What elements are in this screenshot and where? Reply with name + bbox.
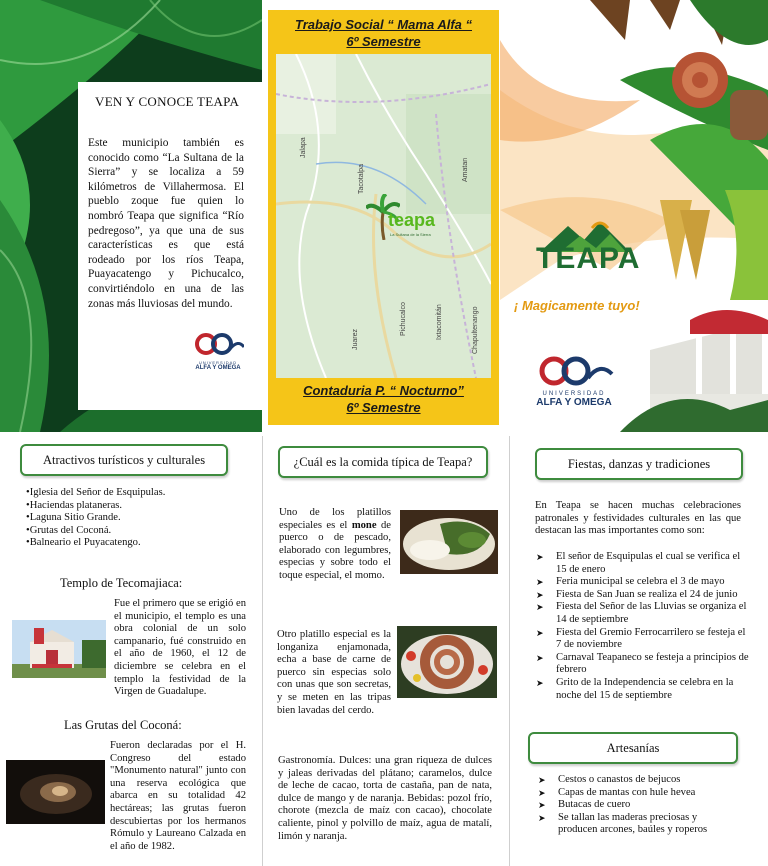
map-footer-line2: 6º Semestre bbox=[346, 400, 421, 415]
attraction-item: •Balneario el Puyacatengo. bbox=[26, 537, 141, 549]
map-label-ixtacomitan: Ixtacomitán bbox=[436, 304, 443, 340]
logo-name-text: ALFA Y OMEGA bbox=[195, 365, 241, 371]
festivity-item: ➤ Fiesta del Gremio Ferrocarrilero se festeja el 7 de noviembre bbox=[536, 627, 750, 652]
marker-subtitle: La Sultana de la Sierra bbox=[390, 232, 431, 237]
map-label-pichucalco: Pichucalco bbox=[400, 302, 407, 336]
craft-item: ➤ Se tallan las maderas preciosas y producen arcones, baúles y roperos bbox=[538, 812, 738, 837]
column-divider-1 bbox=[262, 436, 263, 866]
map-label-juarez: Juarez bbox=[352, 328, 359, 350]
alfa-omega-logo-icon bbox=[534, 356, 614, 386]
map-label-jalapa: Jalapa bbox=[300, 137, 307, 158]
university-logo bbox=[192, 333, 244, 371]
teapa-map-marker bbox=[366, 194, 456, 244]
cover-brand-title: TEAPA bbox=[536, 242, 641, 275]
logo-university-text: UNIVERSIDAD bbox=[198, 360, 238, 365]
grutas-text: Fueron declaradas por el H. Congreso del estado "Monumento natural" junto con una reserva ecológica que abarca en su totalidad 42 hectáreas; las grutas fueron descubiertas por los hermanos Rómulo y Laureano Calzada en el año de 1982. bbox=[110, 740, 246, 852]
dish1-text bbox=[279, 507, 391, 583]
map-label-amatan: Amatan bbox=[462, 157, 469, 182]
map-footer-line1: Contaduria P. “ Nocturno” bbox=[303, 383, 464, 398]
column-divider-2 bbox=[509, 436, 510, 866]
craft-item: ➤ Butacas de cuero bbox=[538, 799, 738, 812]
festivity-item: ➤ Feria municipal se celebra el 3 de mayo bbox=[536, 576, 750, 589]
mone-photo bbox=[400, 510, 498, 574]
sausage-plate-icon bbox=[397, 626, 497, 698]
food-plate-icon bbox=[400, 510, 498, 574]
crafts-heading: Artesanías bbox=[528, 732, 738, 764]
map-panel bbox=[268, 10, 499, 425]
cover-logo-name: ALFA Y OMEGA bbox=[536, 397, 612, 408]
festivities-intro: En Teapa se hacen muchas celebraciones patronales y festividades culturales en las que destacan las mas importantes como son: bbox=[535, 500, 741, 537]
intro-text: Este municipio también es conocido como “La Sultana de la Sierra” y se localiza a 59 kilómetros de Villahermosa. El pueblo zoque fue quien lo nombró Teapa que significa “Río pedregoso”, ya que una de sus características es que está rodeado por los ríos Teapa, Puayacatengo y Pichucalco, convirtiéndolo en una de las zonas más lluviosas del mundo. bbox=[88, 137, 244, 310]
longaniza-photo bbox=[397, 626, 497, 698]
dish1-bold-word: mone bbox=[351, 519, 377, 531]
dish1-text-pre: Uno de los platillos especiales es el bbox=[279, 507, 391, 531]
craft-item: ➤ Cestos o canastos de bejucos bbox=[538, 774, 738, 787]
temple-text: Fue el primero que se erigió en el municipio, el templo es una obra colonial de un solo campanario, fué construido en el año de 1960, el 12 de diciembre se celebra en el templo la festividad de la Virgen de Guadalupe. bbox=[114, 598, 246, 698]
festivity-item: ➤ Fiesta del Señor de las Lluvias se organiza el 14 de septiembre bbox=[536, 601, 750, 626]
grutas-photo bbox=[6, 760, 105, 824]
food-heading: ¿Cuál es la comida típica de Teapa? bbox=[278, 446, 488, 478]
cave-icon bbox=[6, 760, 105, 824]
attraction-item: •Grutas del Coconá. bbox=[26, 524, 112, 536]
cover-university-logo bbox=[534, 356, 614, 408]
map-header bbox=[268, 16, 499, 50]
crafts-list bbox=[538, 774, 738, 837]
attraction-item: •Haciendas plataneras. bbox=[26, 499, 123, 511]
festivity-item: ➤ Carnaval Teapaneco se festeja a principios de febrero bbox=[536, 652, 750, 677]
map-image bbox=[276, 54, 491, 378]
cover-slogan: ¡ Magicamente tuyo! bbox=[514, 298, 640, 313]
craft-item: ➤ Capas de mantas con hule hevea bbox=[538, 787, 738, 800]
attractions-heading: Atractivos turísticos y culturales bbox=[20, 444, 228, 476]
attractions-list bbox=[26, 487, 246, 550]
dish1-text-post: de puerco o de pescado, elaborado con legumbres, especias y sobre todo el toque especial, el momo. bbox=[279, 519, 391, 581]
intro-title: VEN Y CONOCE TEAPA bbox=[95, 94, 240, 109]
temple-title: Templo de Tecomajiaca: bbox=[60, 576, 183, 590]
gastronomy-text: Gastronomía. Dulces: una gran riqueza de dulces y jaleas derivadas del plátano; caramelos, dulce de leche de cacao, torta de castaña, pan de nata, dulce de mango y de naranja. Bebidas: pozol frío, chorote (mezcla de maíz con cacao), chocolate caliente, pinol y polvillo de maíz, agua de matalí, limón y naranja. bbox=[278, 755, 492, 842]
cover-panel bbox=[500, 0, 768, 432]
alfa-omega-logo-icon bbox=[192, 333, 244, 355]
temple-photo bbox=[12, 620, 106, 678]
festivity-item: ➤ Grito de la Independencia se celebra en la noche del 15 de septiembre bbox=[536, 677, 750, 702]
festivities-list bbox=[536, 551, 750, 702]
dish2-text: Otro platillo especial es la longaniza enjamonada, echa a base de carne de puerco sin especias solo con unas que son secretas, y se meten en las tripas bien lavadas del cerdo. bbox=[277, 629, 391, 716]
cover-logo-university-text: UNIVERSIDAD bbox=[542, 391, 606, 397]
map-header-line1: Trabajo Social “ Mama Alfa “ bbox=[295, 17, 472, 32]
map-label-chapultenango: Chapultenango bbox=[472, 306, 479, 354]
intro-panel bbox=[0, 0, 262, 432]
attraction-item: •Laguna Sitio Grande. bbox=[26, 512, 121, 524]
map-header-line2: 6º Semestre bbox=[346, 34, 421, 49]
festivity-item: ➤ Fiesta de San Juan se realiza el 24 de junio bbox=[536, 589, 750, 602]
church-icon bbox=[12, 620, 106, 678]
grutas-title: Las Grutas del Coconá: bbox=[64, 718, 182, 732]
festivities-heading: Fiestas, danzas y tradiciones bbox=[535, 448, 743, 480]
marker-brand: teapa bbox=[388, 210, 436, 230]
attraction-item: •Iglesia del Señor de Esquipulas. bbox=[26, 487, 166, 498]
map-footer bbox=[268, 382, 499, 416]
map-label-tacotalpa: Tacotalpa bbox=[358, 164, 365, 194]
festivity-item: ➤ El señor de Esquipulas el cual se verifica el 15 de enero bbox=[536, 551, 750, 576]
